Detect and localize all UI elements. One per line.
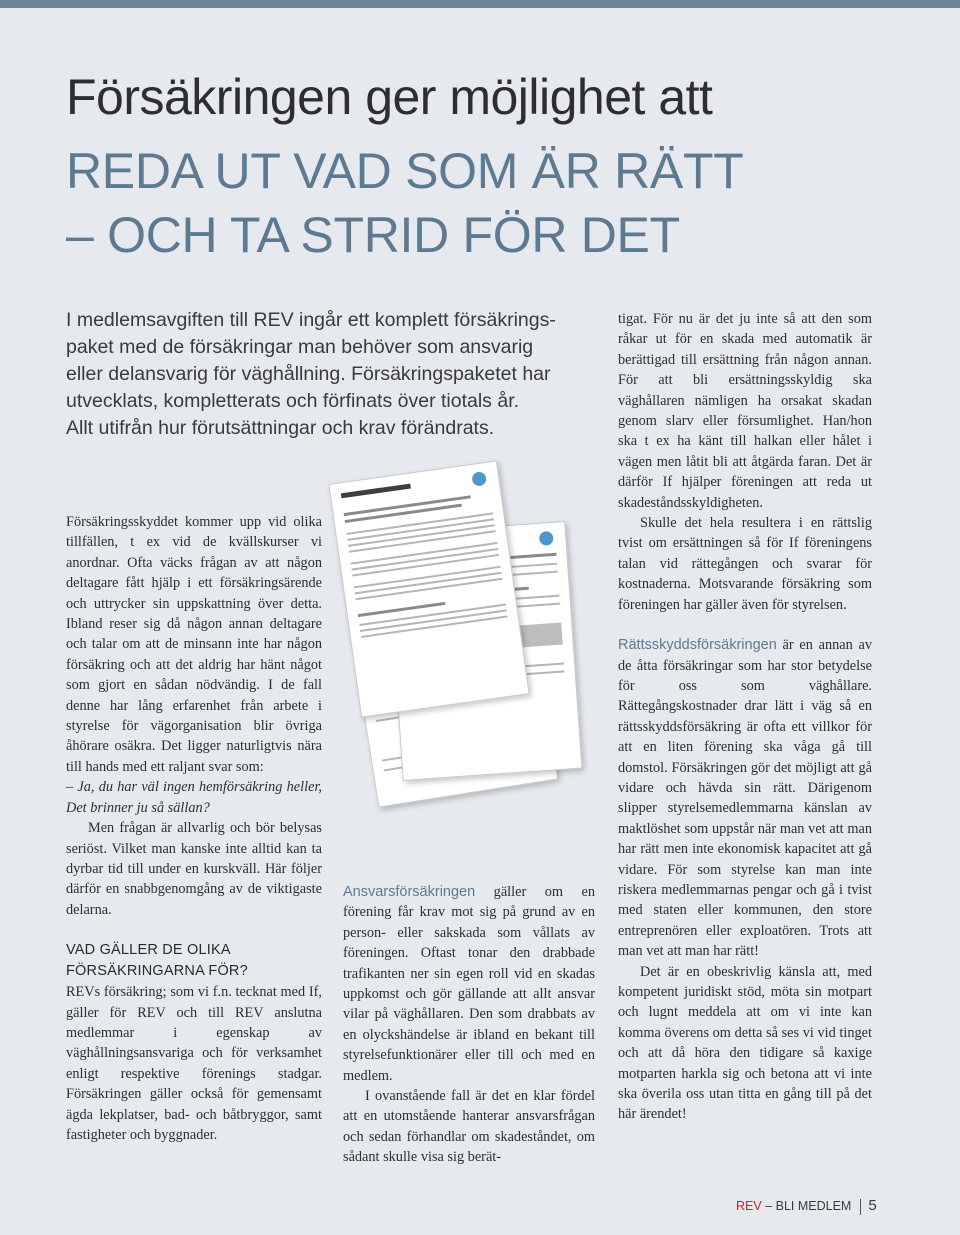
quote-paragraph: – Ja, du har väl ingen hemförsäkring heller, Det brinner ju så sällan? bbox=[66, 779, 322, 816]
paragraph-text: är en annan av de åtta försäkringar som har stor betydelse för oss som väghållare. Rättegångskostnader drar lätt i väg så en rättsskyddsförsäkring är ofta ett villkor för att en liten förening ska våga gå till domstol. Försäkringen gör det möjligt att gå vidare och hävda sin rätt. Därigenom slipper styrelsemedlemmarna känslan av maktlöshet som uppstår när man vet att man har rätt men inte ekonomisk kapacitet att gå vidare. För som styrelse kan man inte riskera medlemmarnas pengar och gå i tvist med staten eller kommunen, den store entreprenören eller exploatören. Trots att man vet att man har rätt! bbox=[618, 637, 872, 960]
lead-line: eller delansvarig för väghållning. Försäkringspaketet har bbox=[66, 363, 551, 385]
subheading-line: VAD GÄLLER DE OLIKA bbox=[66, 942, 231, 959]
body-paragraph: Skulle det hela resultera i en rättslig tvist om ersättningen så för If föreningens talan vid rättegången och svarar för kostnaderna. Motsvarande försäkring som föreningen har gäller även för styrelsen. bbox=[618, 515, 872, 613]
top-accent-bar bbox=[0, 0, 960, 8]
insurer-logo-icon bbox=[539, 531, 554, 546]
body-column-2 bbox=[343, 882, 595, 1168]
body-paragraph: tigat. För nu är det ju inte så att den som råkar ut för en skada med automatik är berättigad till ersättning från någon annan. För att bli ersättningsskyldig ska väghållaren nämligen ha orsakat skadan genom slarv eller försumlighet. Han/hon ska t ex ha känt till halkan eller hålet i vägen men låtit bli att åtgärda faran. Det är därför If hjälper föreningen att reda ut skadeståndsskyldigheten. bbox=[618, 311, 872, 511]
body-paragraph: Det är en obeskrivlig känsla att, med kompetent juridiskt stöd, möta sin motpart och lugnt meddela att om vi inte kan komma överens om detta så ses vi vid tinget och att då höra den tidigare så kaxige motparten harkla sig och betona att vi inte ska överila oss utan titta en gång till på det här ärendet! bbox=[618, 963, 872, 1123]
document-header-bar bbox=[341, 484, 411, 499]
insurer-logo-icon bbox=[471, 471, 487, 487]
section-subheading bbox=[66, 940, 322, 982]
lead-paragraph bbox=[66, 307, 606, 442]
page-footer bbox=[736, 1198, 877, 1215]
body-paragraph: Men frågan är allvarlig och bör belysas seriöst. Vilket man kanske inte alltid kan ta dyrbar tid till under en kurskväll. Här följer därför en snabbgenomgång av de viktigaste delarna. bbox=[66, 820, 322, 918]
body-paragraph: I ovanstående fall är det en klar fördel att en utomstående hanterar ansvarsfrågan och sedan förhandlar om skadeståndet, om sådant skulle visa sig berät- bbox=[343, 1088, 595, 1166]
footer-brand: REV bbox=[736, 1199, 762, 1213]
body-paragraph: Försäkringsskyddet kommer upp vid olika tillfällen, t ex vid de kvällskurser vi anordnar. Ofta väcks frågan av att någon deltagare fått hjälp i ett försäkringsärende och uttrycker sin uppskattning över detta. Ibland reser sig då någon annan deltagare och talar om att de minsann inte har någon försäkring och att det aldrig har hänt något som gjort en sådan nödvändig. I de fall denne har lång erfarenhet från arbete i styrelse för vägorganisation blir övriga åhörare osäkra. Det ligger naturligtvis nära till hands med ett raljant svar som: bbox=[66, 514, 322, 775]
keyword-legal-protection-insurance: Rättsskyddsförsäkringen bbox=[618, 637, 777, 654]
lead-line: paket med de försäkringar man behöver som ansvarig bbox=[66, 336, 534, 358]
subheading-line: FÖRSÄKRINGARNA FÖR? bbox=[66, 963, 248, 980]
lead-line: utvecklats, kompletterats och förfinats över tiotals år. bbox=[66, 390, 520, 412]
document-sheet bbox=[328, 460, 529, 717]
lead-line: Allt utifrån hur förutsättningar och krav förändrats. bbox=[66, 417, 495, 439]
paragraph-text: gäller om en förening får krav mot sig på grund av en person- eller sakskada som vållats av föreningen. Oftast tonar den drabbade trafikanten ner sin egen roll vid en skadas uppkomst och gör gällande att allt ansvar vilar på väghållaren. Den som drabbats av en olyckshändelse är ibland en bekant till styrelsefunktionärer eller till och med en medlem. bbox=[343, 884, 595, 1084]
footer-divider bbox=[860, 1199, 861, 1215]
page-title-line1: Försäkringen ger möjlighet att bbox=[66, 69, 713, 125]
page-title-line3: – OCH TA STRID FÖR DET bbox=[66, 207, 680, 263]
page-title-line2: REDA UT VAD SOM ÄR RÄTT bbox=[66, 143, 744, 199]
body-column-1 bbox=[66, 512, 322, 1145]
body-paragraph bbox=[618, 635, 872, 962]
insurance-document-illustration bbox=[336, 465, 606, 865]
footer-label: – BLI MEDLEM bbox=[761, 1199, 852, 1213]
body-column-3 bbox=[618, 309, 872, 1125]
lead-line: I medlemsavgiften till REV ingår ett komplett försäkrings- bbox=[66, 309, 556, 331]
page-number: 5 bbox=[868, 1197, 877, 1214]
body-paragraph bbox=[343, 882, 595, 1086]
body-paragraph: REVs försäkring; som vi f.n. tecknat med If, gäller för REV och till REV anslutna medlemmar i egenskap av väghållningsansvariga och för verksamhet enligt respektive förenings stadgar. Försäkringen gäller också för gemensamt ägda lekplatser, bad- och båtbryggor, samt fastigheter och byggnader. bbox=[66, 984, 322, 1143]
keyword-liability-insurance: Ansvarsförsäkringen bbox=[343, 884, 476, 900]
